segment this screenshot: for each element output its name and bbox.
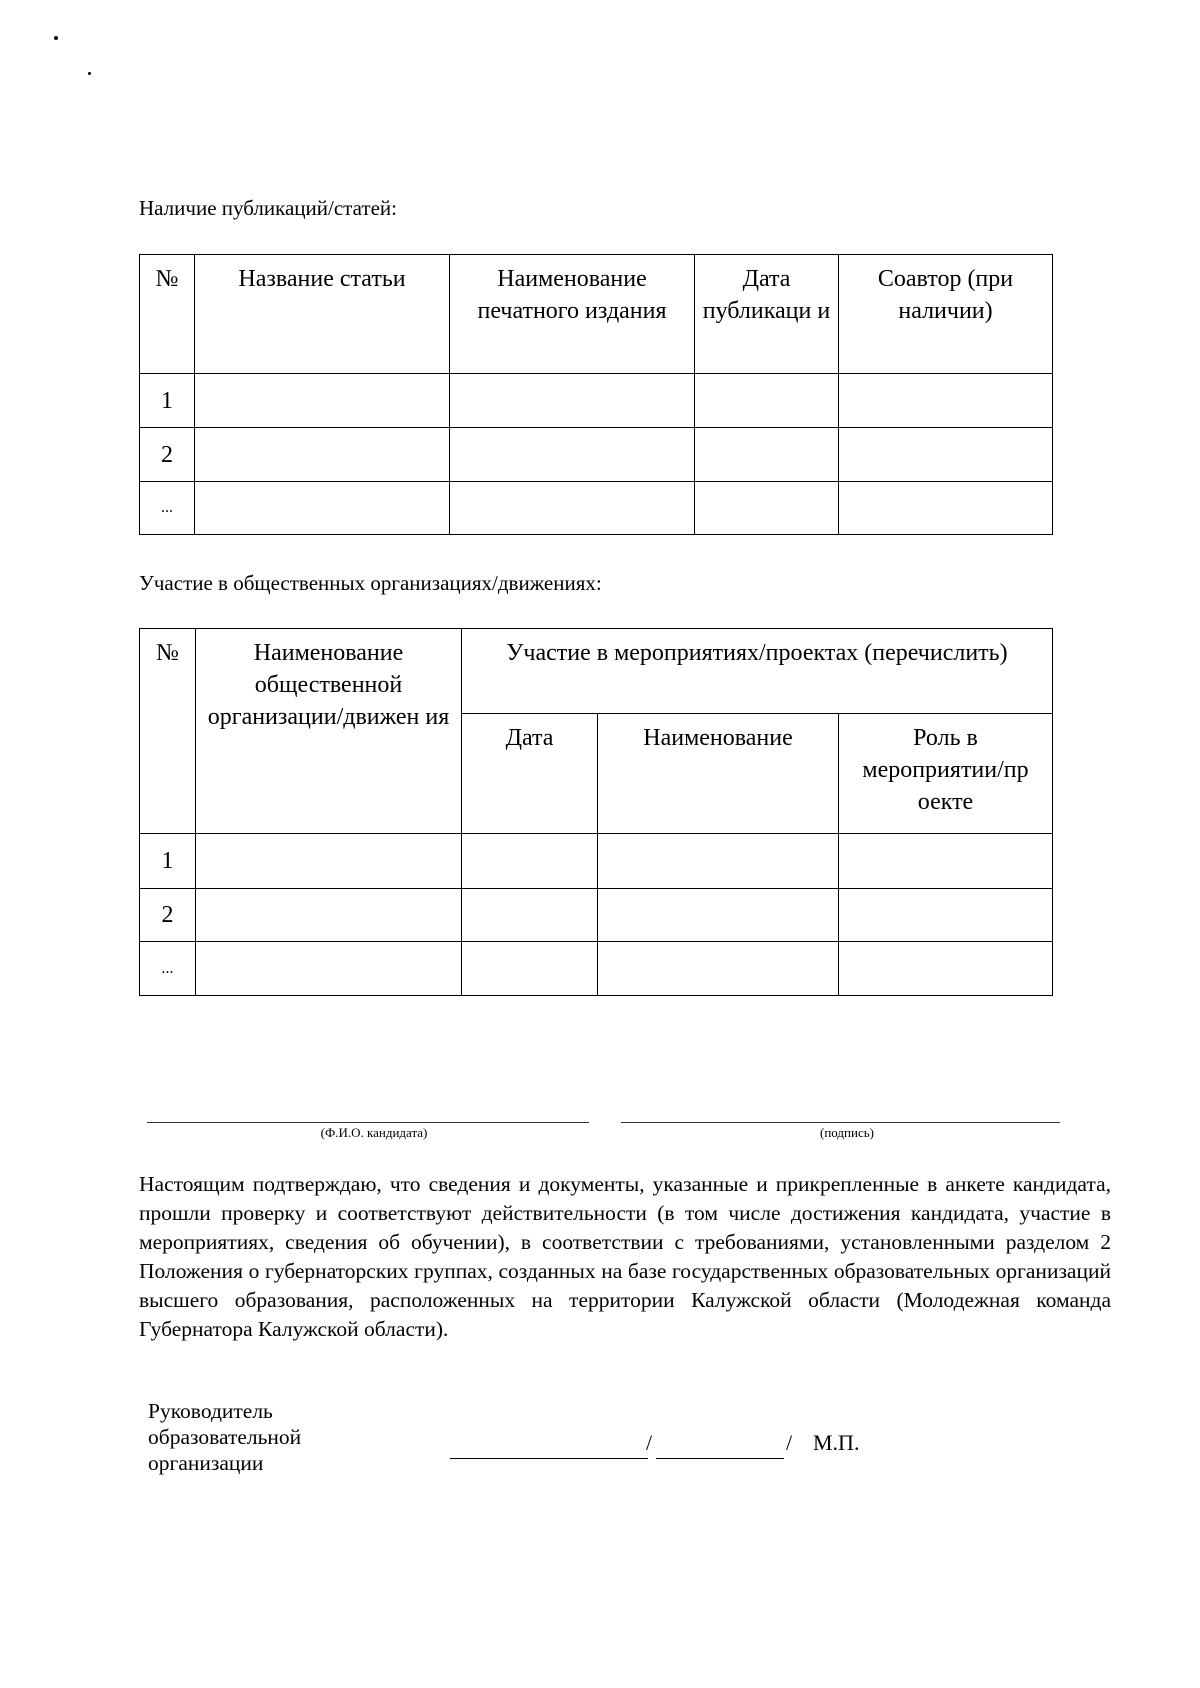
row-number: ...: [140, 942, 196, 996]
head-label-line: образовательной: [148, 1425, 302, 1449]
cell[interactable]: [196, 834, 462, 889]
head-name-line[interactable]: [656, 1458, 784, 1459]
organizations-table: [139, 628, 1053, 996]
table-row: [140, 482, 1053, 535]
row-number: 1: [140, 834, 196, 889]
head-of-organization-label: [148, 1398, 301, 1476]
cell[interactable]: [598, 942, 839, 996]
header-organization: Наименование общественной организации/движен ия: [196, 629, 462, 834]
cell[interactable]: [839, 428, 1053, 482]
cell[interactable]: [462, 889, 598, 942]
header-event-name: Наименование: [598, 714, 839, 834]
cell[interactable]: [195, 428, 450, 482]
header-num: №: [140, 629, 196, 834]
table-row: [140, 889, 1053, 942]
cell[interactable]: [695, 374, 839, 428]
cell[interactable]: [839, 374, 1053, 428]
row-number: 2: [140, 889, 196, 942]
cell[interactable]: [196, 942, 462, 996]
cell[interactable]: [598, 889, 839, 942]
head-label-line: организации: [148, 1451, 264, 1475]
scan-speck: [88, 72, 91, 75]
cell[interactable]: [695, 428, 839, 482]
header-article-title: Название статьи: [195, 255, 450, 374]
candidate-signature-label: (подпись): [820, 1125, 874, 1140]
row-number: 2: [140, 428, 195, 482]
confirmation-paragraph: Настоящим подтверждаю, что сведения и документы, указанные и прикрепленные в анкете кандидата, прошли проверку и соответствуют действительности (в том числе достижения кандидата, участие в мероприятиях, сведения об обучении), в соответствии с требованиями, установленными разделом 2 Положения о губернаторских группах, созданных на базе государственных образовательных организаций высшего образования, расположенных на территории Калужской области (Молодежная команда Губернатора Калужской области).: [139, 1172, 1111, 1341]
cell[interactable]: [450, 428, 695, 482]
cell[interactable]: [598, 834, 839, 889]
cell[interactable]: [839, 834, 1053, 889]
header-num: №: [140, 255, 195, 374]
header-date: Дата: [462, 714, 598, 834]
stamp-place-label: М.П.: [813, 1430, 860, 1455]
candidate-name-label: (Ф.И.О. кандидата): [320, 1125, 428, 1140]
row-number: ...: [140, 482, 195, 535]
header-publication-date: Дата публикаци и: [695, 255, 839, 374]
cell[interactable]: [462, 834, 598, 889]
cell[interactable]: [195, 482, 450, 535]
header-role: Роль в мероприятии/пр оекте: [839, 714, 1053, 834]
table-row: [140, 834, 1053, 889]
publications-table: [139, 254, 1053, 535]
cell[interactable]: [450, 482, 695, 535]
header-coauthor: Соавтор (при наличии): [839, 255, 1053, 374]
separator-slash: /: [646, 1430, 653, 1455]
cell[interactable]: [839, 482, 1053, 535]
publications-title: Наличие публикаций/статей:: [139, 196, 397, 220]
organizations-title: Участие в общественных организациях/движениях:: [139, 571, 602, 595]
separator-slash: /: [786, 1430, 793, 1455]
cell[interactable]: [462, 942, 598, 996]
candidate-signature-line[interactable]: [621, 1122, 1060, 1123]
cell[interactable]: [839, 942, 1053, 996]
table-row: [140, 374, 1053, 428]
head-signature-line[interactable]: [450, 1458, 648, 1459]
cell[interactable]: [450, 374, 695, 428]
table-row: [140, 428, 1053, 482]
head-label-line: Руководитель: [148, 1399, 273, 1423]
cell[interactable]: [695, 482, 839, 535]
scan-speck: [54, 36, 58, 40]
cell[interactable]: [195, 374, 450, 428]
candidate-name-line[interactable]: [147, 1122, 589, 1123]
table-row: [140, 942, 1053, 996]
row-number: 1: [140, 374, 195, 428]
header-participation: Участие в мероприятиях/проектах (перечислить): [462, 629, 1053, 714]
header-publication-name: Наименование печатного издания: [450, 255, 695, 374]
cell[interactable]: [839, 889, 1053, 942]
cell[interactable]: [196, 889, 462, 942]
